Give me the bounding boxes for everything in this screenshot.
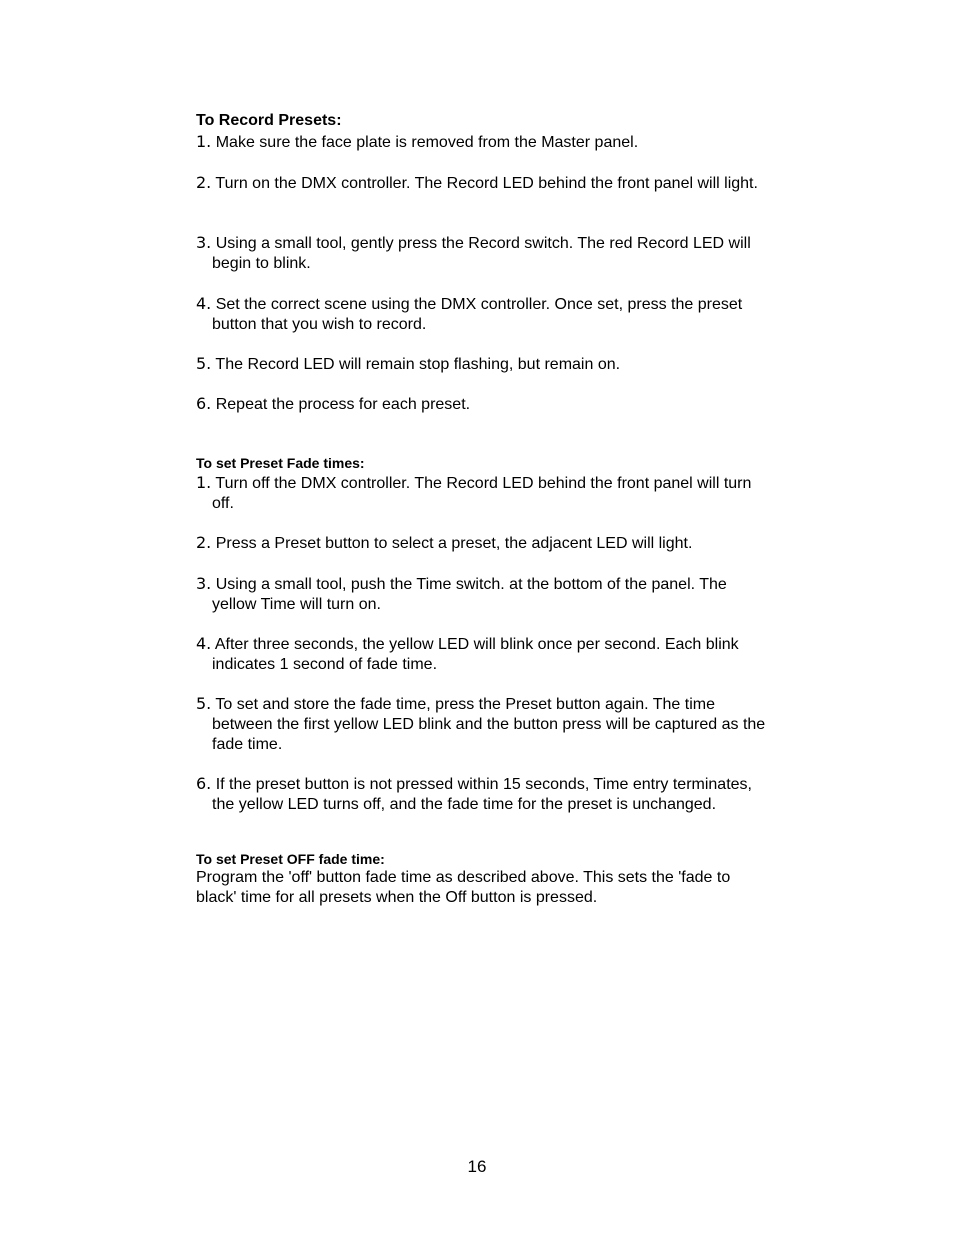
record-step-6 xyxy=(196,394,816,415)
off-fade-paragraph xyxy=(196,868,730,908)
step-text: After three seconds, the yellow LED will blink once per second. Each blink xyxy=(214,636,739,653)
paragraph-line: black' time for all presets when the Off button is pressed. xyxy=(196,889,598,906)
step-number: 1. xyxy=(196,473,212,492)
fade-step-4 xyxy=(196,634,816,675)
step-text-continued: yellow Time will turn on. xyxy=(212,596,381,613)
step-number: 5. xyxy=(196,354,212,373)
step-text-continued: indicates 1 second of fade time. xyxy=(212,656,438,673)
step-number: 6. xyxy=(196,394,212,413)
fade-step-2 xyxy=(196,533,816,554)
record-step-1 xyxy=(196,132,816,153)
step-text: Repeat the process for each preset. xyxy=(215,396,471,413)
step-text: Using a small tool, push the Time switch. at the bottom of the panel. The xyxy=(215,576,727,593)
step-text: Set the correct scene using the DMX controller. Once set, press the preset xyxy=(215,296,743,313)
section-heading-record-presets: To Record Presets: xyxy=(196,112,342,129)
fade-step-1 xyxy=(196,473,816,514)
record-step-4 xyxy=(196,294,816,335)
step-text-continued: button that you wish to record. xyxy=(212,316,427,333)
step-number: 2. xyxy=(196,173,212,192)
step-text: To set and store the fade time, press the Preset button again. The time xyxy=(215,696,715,713)
section-heading-fade-times: To set Preset Fade times: xyxy=(196,455,365,471)
step-number: 2. xyxy=(196,533,212,552)
step-text: Make sure the face plate is removed from the Master panel. xyxy=(215,134,639,151)
paragraph-line: Program the 'off' button fade time as described above. This sets the 'fade to xyxy=(196,869,731,886)
fade-step-6 xyxy=(196,774,816,815)
step-text-continued: begin to blink. xyxy=(212,255,311,272)
step-text-continued: the yellow LED turns off, and the fade time for the preset is unchanged. xyxy=(212,796,717,813)
step-number: 1. xyxy=(196,132,212,151)
record-step-2 xyxy=(196,173,816,194)
step-text: The Record LED will remain stop flashing, but remain on. xyxy=(215,356,621,373)
step-text: Using a small tool, gently press the Record switch. The red Record LED will xyxy=(215,235,751,252)
step-text: Press a Preset button to select a preset, the adjacent LED will light. xyxy=(215,535,693,552)
fade-step-3 xyxy=(196,574,816,615)
step-text: Turn off the DMX controller. The Record LED behind the front panel will turn xyxy=(215,475,752,492)
step-text: Turn on the DMX controller. The Record LED behind the front panel will light. xyxy=(215,175,758,192)
record-step-3 xyxy=(196,233,816,274)
step-text-continued: between the first yellow LED blink and the button press will be captured as the xyxy=(212,716,766,733)
step-text-continued: fade time. xyxy=(212,736,283,753)
step-number: 3. xyxy=(196,233,212,252)
fade-step-5 xyxy=(196,694,816,755)
page-number: 16 xyxy=(467,1157,487,1176)
step-text: If the preset button is not pressed within 15 seconds, Time entry terminates, xyxy=(215,776,752,793)
step-number: 4. xyxy=(196,294,212,313)
step-number: 3. xyxy=(196,574,212,593)
step-text-continued: off. xyxy=(212,495,234,512)
record-step-5 xyxy=(196,354,816,375)
step-number: 6. xyxy=(196,774,212,793)
step-number: 4. xyxy=(196,634,212,653)
step-number: 5. xyxy=(196,694,212,713)
section-heading-off-fade-time: To set Preset OFF fade time: xyxy=(196,851,385,867)
